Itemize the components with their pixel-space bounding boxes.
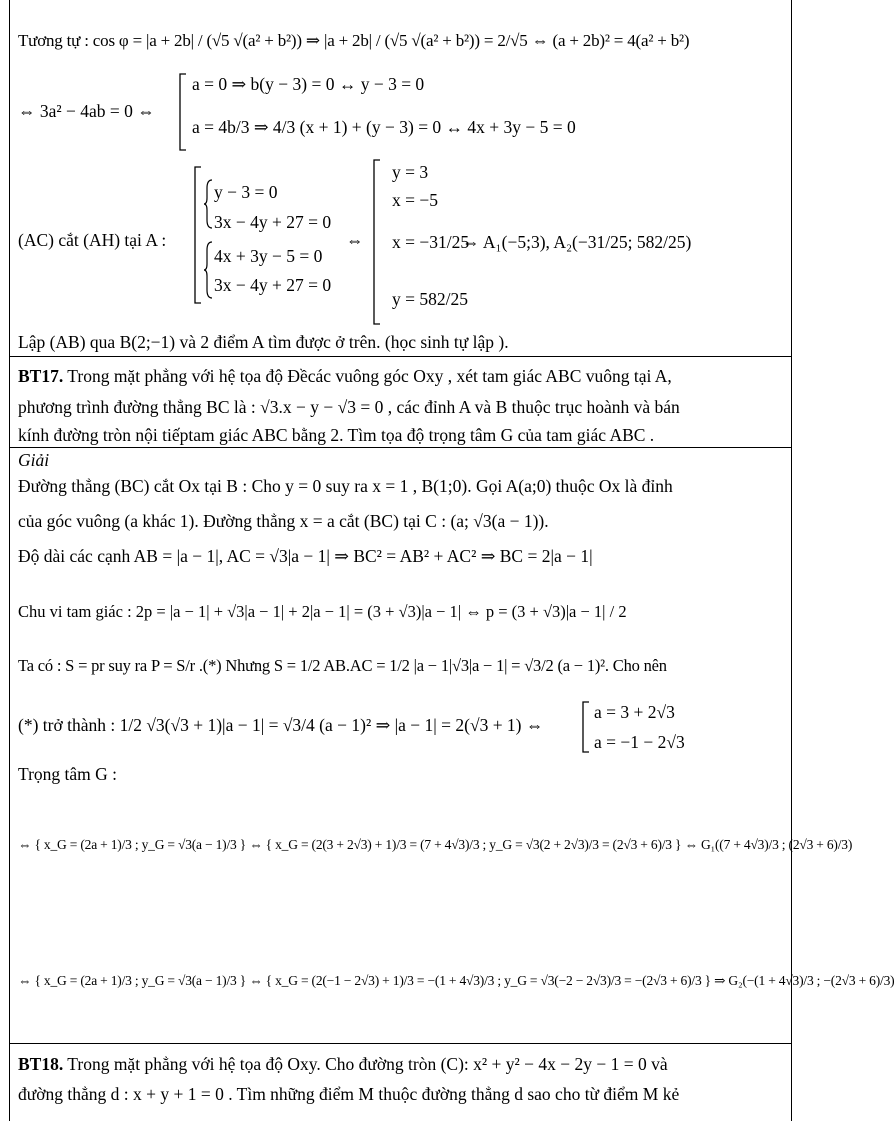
- sys2-eq2: 3x − 4y + 27 = 0: [214, 275, 332, 295]
- result-x-5: x = −5: [392, 190, 438, 210]
- cos-line: Tương tự : cos φ = |a + 2b| / (√5 √(a² + b²)) ⇒ |a + 2b| / (√5 √(a² + b²)) = 2/√5 ⇔ (a + 2b)² = 4(a² + b²): [18, 31, 690, 50]
- iff-symbol: ⇔: [346, 230, 364, 250]
- result-y3: y = 3: [392, 162, 429, 182]
- bracket-case-1: [178, 72, 188, 152]
- equation-3a2: ⇔ 3a² − 4ab = 0 ⇔: [18, 101, 155, 121]
- brace-sys2: [204, 240, 214, 300]
- bracket-systems: [193, 165, 203, 305]
- lap-ab-line: Lập (AB) qua B(2;−1) và 2 điểm A tìm được ở trên. (học sinh tự lập ).: [18, 332, 509, 352]
- sys1-eq1: y − 3 = 0: [214, 182, 278, 202]
- solution-heading: Giải: [18, 450, 50, 470]
- sol-line-5: Ta có : S = pr suy ra P = S/r .(*) Nhưng S = 1/2 AB.AC = 1/2 |a − 1|√3|a − 1| = √3/2 (a − 1)². Cho nên: [18, 656, 667, 675]
- brace-sys1: [204, 178, 214, 230]
- case-a4b3: a = 4b/3 ⇒ 4/3 (x + 1) + (y − 3) = 0 ↔ 4x + 3y − 5 = 0: [192, 117, 576, 137]
- bt18-label: BT18.: [18, 1054, 64, 1074]
- result-x-31-25: x = −31/25: [392, 232, 470, 252]
- sol-line-2: của góc vuông (a khác 1). Đường thẳng x = a cắt (BC) tại C : (a; √3(a − 1)).: [18, 511, 549, 531]
- sol-line-3: Độ dài các cạnh AB = |a − 1|, AC = √3|a − 1| ⇒ BC² = AB² + AC² ⇒ BC = 2|a − 1|: [18, 546, 593, 566]
- bt17-line-3: kính đường tròn nội tiếptam giác ABC bằng 2. Tìm tọa độ trọng tâm G của tam giác ABC .: [18, 425, 655, 445]
- a-solution-1: a = 3 + 2√3: [594, 702, 675, 722]
- bt17-label: BT17.: [18, 366, 64, 386]
- bracket-results: [372, 158, 382, 326]
- bt18-line-2: đường thẳng d : x + y + 1 = 0 . Tìm những điểm M thuộc đường thẳng d sao cho từ điểm M kẻ: [18, 1084, 680, 1104]
- bt17-line-1: BT17. Trong mặt phẳng với hệ tọa độ Đềcác vuông góc Oxy , xét tam giác ABC vuông tại A,: [18, 366, 672, 386]
- case-a0: a = 0 ⇒ b(y − 3) = 0 ↔ y − 3 = 0: [192, 74, 425, 94]
- sys1-eq2: 3x − 4y + 27 = 0: [214, 212, 332, 232]
- sol-line-4: Chu vi tam giác : 2p = |a − 1| + √3|a − 1| + 2|a − 1| = (3 + √3)|a − 1| ⇔ p = (3 + √3)|a − 1| / 2: [18, 602, 627, 621]
- bracket-a-solutions: [581, 700, 591, 754]
- points-a1-a2: ⇔ A₁(−5;3), A₂(−31/25; 582/25): [462, 232, 692, 252]
- sol-line-6: (*) trở thành : 1/2 √3(√3 + 1)|a − 1| = √3/4 (a − 1)² ⇒ |a − 1| = 2(√3 + 1) ⇔: [18, 715, 544, 735]
- bt17-line-2: phương trình đường thẳng BC là : √3.x − y − √3 = 0 , các đỉnh A và B thuộc trục hoành và bán: [18, 397, 680, 417]
- centroid-g2-system: ⇔ { x_G = (2a + 1)/3 ; y_G = √3(a − 1)/3 } ⇔ { x_G = (2(−1 − 2√3) + 1)/3 = −(1 + 4√3)/3 ; y_G = √3(−2 − 2√3)/3 = −(2√3 + 6)/3 } ⇒ G₂(−(1 + 4√3)/3 ; −(2√3 + 6)/3): [18, 973, 894, 988]
- bt18-line-1: BT18. Trong mặt phẳng với hệ tọa độ Oxy. Cho đường tròn (C): x² + y² − 4x − 2y − 1 = 0 và: [18, 1054, 668, 1074]
- centroid-heading: Trọng tâm G :: [18, 764, 118, 784]
- result-y-582-25: y = 582/25: [392, 289, 468, 309]
- ac-cut-ah-label: (AC) cắt (AH) tại A :: [18, 230, 167, 250]
- sys2-eq1: 4x + 3y − 5 = 0: [214, 246, 323, 266]
- centroid-g1-system: ⇔ { x_G = (2a + 1)/3 ; y_G = √3(a − 1)/3 } ⇔ { x_G = (2(3 + 2√3) + 1)/3 = (7 + 4√3)/3 ; y_G = √3(2 + 2√3)/3 = (2√3 + 6)/3 } ⇔ G₁((7 + 4√3)/3 ; (2√3 + 6)/3): [18, 837, 853, 852]
- a-solution-2: a = −1 − 2√3: [594, 732, 685, 752]
- sol-line-1: Đường thẳng (BC) cắt Ox tại B : Cho y = 0 suy ra x = 1 , B(1;0). Gọi A(a;0) thuộc Ox là đỉnh: [18, 476, 673, 496]
